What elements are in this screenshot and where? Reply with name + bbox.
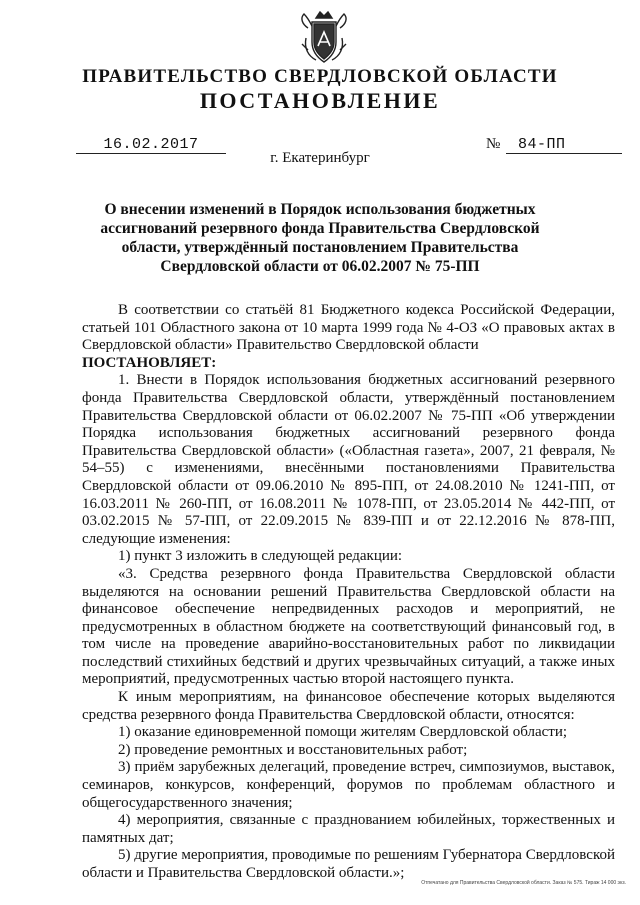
organization-name: ПРАВИТЕЛЬСТВО СВЕРДЛОВСКОЙ ОБЛАСТИ — [82, 66, 558, 87]
list-item: 1) оказание единовременной помощи жителям Свердловской области; — [118, 724, 568, 741]
resolves-heading: ПОСТАНОВЛЯЕТ: — [82, 354, 217, 371]
city: г. Екатеринбург — [270, 150, 370, 166]
document-title: О внесении изменений в Порядок использования бюджетных ассигнований резервного фонда Правительства Свердловской области, утверждённый постановлением Правительства Свердловской области от 06.02.2007 № 75-ПП — [100, 201, 540, 275]
list-item: 5) другие мероприятия, проводимые по решениям Губернатора Свердловской области и Правительства Свердловской области.»; — [82, 847, 615, 881]
document-date: 16.02.2017 — [76, 136, 226, 154]
sub-item-1: 1) пункт 3 изложить в следующей редакции: — [118, 548, 403, 565]
coat-of-arms-icon — [298, 8, 350, 66]
item-1: 1. Внести в Порядок использования бюджетных ассигнований резервного фонда Правительства Свердловской области, утверждённый постановлением Правительства Свердловской области от 06.02.2007 № 75-ПП «Об утверждении Порядка использования бюджетных ассигнований резервного фонда Правительства Свердловской области» («Областная газета», 2007, 21 февраля, № 54–55) с изменениями, внесёнными постановлениями Правительства Свердловской области от 09.06.2010 № 895-ПП, от 24.08.2010 № 1241-ПП, от 16.03.2011 № 260-ПП, от 16.08.2011 № 1078-ПП, от 23.05.2014 № 442-ПП, от 03.02.2015 № 57-ПП, от 22.09.2015 № 839-ПП и от 22.12.2016 № 878-ПП, следующие изменения: — [82, 372, 615, 547]
list-item: 2) проведение ремонтных и восстановительных работ; — [118, 741, 468, 758]
preamble: В соответствии со статьёй 81 Бюджетного кодекса Российской Федерации, статьей 101 Областного закона от 10 марта 1999 года № 4-ОЗ «О правовых актах в Свердловской области» Правительство Свердловской области — [82, 302, 615, 354]
document-number: 84-ПП — [506, 136, 622, 154]
number-sign: № — [486, 136, 501, 152]
clause-3: «3. Средства резервного фонда Правительства Свердловской области выделяются на основании решений Правительства Свердловской области на финансовое обеспечение непредвиденных расходов и мероприятий, не предусмотренных в областном бюджете на соответствующий финансовый год, в том числе на проведение аварийно-восстановительных работ по ликвидации последствий стихийных бедствий и других чрезвычайных ситуаций, а также иных мероприятий, предусмотренных частью второй настоящего пункта. — [82, 565, 615, 688]
print-footer: Отпечатано для Правительства Свердловской области. Заказ № 575. Тираж 14 000 экз. — [421, 880, 626, 886]
list-item: 3) приём зарубежных делегаций, проведение встреч, симпозиумов, выставок, семинаров, конкурсов, конференций, форумов по проблемам областного и общегосударственного значения; — [82, 759, 615, 811]
document-type: ПОСТАНОВЛЕНИЕ — [199, 88, 441, 113]
list-item: 4) мероприятия, связанные с празднованием юбилейных, торжественных и памятных дат; — [82, 812, 615, 846]
other-measures-paragraph: К иным мероприятиям, на финансовое обеспечение которых выделяются средства резервного фонда Правительства Свердловской области, относятся: — [82, 689, 615, 723]
document-body — [82, 302, 615, 883]
